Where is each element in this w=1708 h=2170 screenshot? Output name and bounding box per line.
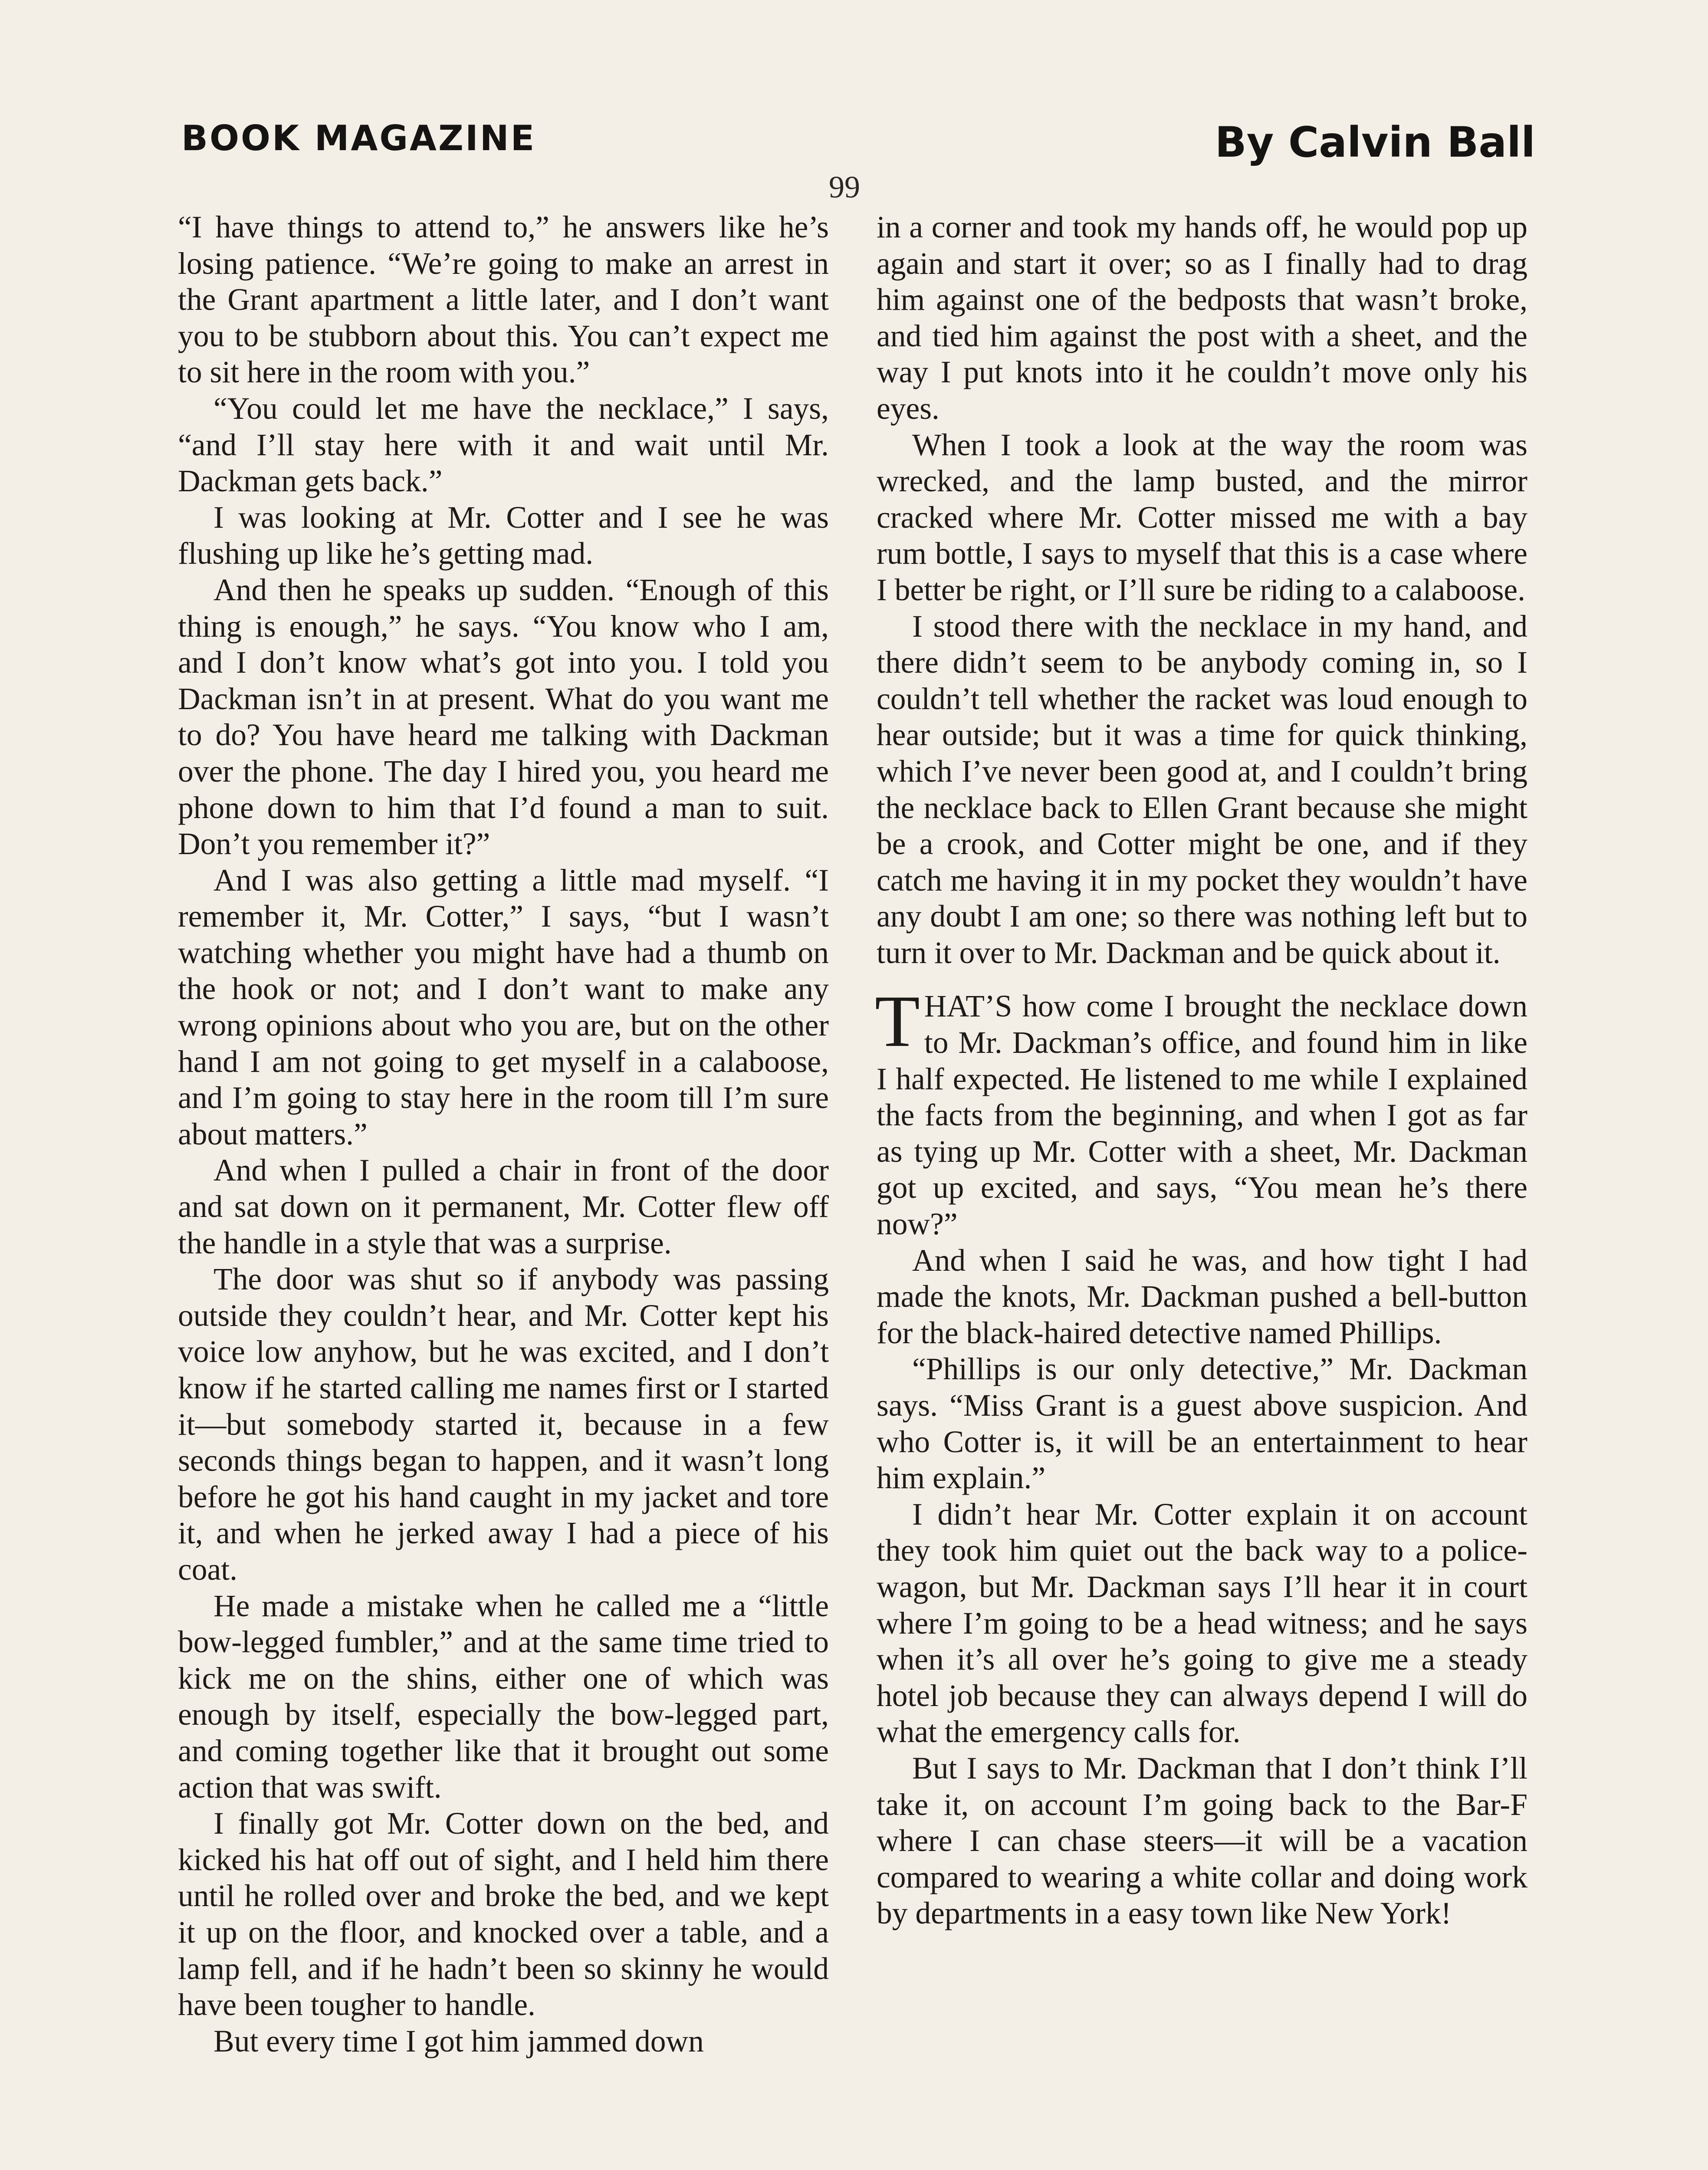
paragraph: I was looking at Mr. Cotter and I see he was flushing up like he’s getting mad. — [178, 500, 829, 571]
paragraph: I didn’t hear Mr. Cotter explain it on account they took him quiet out the back way to a police-wagon, but Mr. Dackman says I’ll hear it in court where I’m going to be a head witness; and he says when it’s all over he’s going to give me a steady hotel job because they can always depend I will do what the emergency calls for. — [877, 1497, 1527, 1749]
paragraph: He made a mistake when he called me a “little bow-legged fumbler,” and at the same time tried to kick me on the shins, either one of which was enough by itself, especially the bow-legged part, and coming together like that it brought out some action that was swift. — [178, 1588, 829, 1805]
paragraph: The door was shut so if anybody was passing outside they couldn’t hear, and Mr. Cotter kept his voice low anyhow, but he was excited, and I don’t know if he started calling me names first or I started it—but somebody started it, because in a few seconds things began to happen, and it wasn’t long before he got his hand caught in my jacket and tore it, and when he jerked away I had a piece of his coat. — [178, 1262, 829, 1587]
paragraph: “Phillips is our only detective,” Mr. Dackman says. “Miss Grant is a guest above suspicion. And who Cotter is, it will be an entertainment to hear him explain.” — [877, 1352, 1527, 1496]
paragraph: And I was also getting a little mad myself. “I remember it, Mr. Cotter,” I says, “but I wasn’t watching whether you might have had a thumb on the hook or not; and I don’t want to make any wrong opinions about who you are, but on the other hand I am not going to get myself in a calaboose, and I’m going to stay here in the room till I’m sure about matters.” — [178, 863, 829, 1151]
section-opening-text: HAT’S how come I brought the necklace down to Mr. Dackman’s office, and found him in like I half expected. He listened to me while I explained the facts from the beginning, and when I got as far as tying up Mr. Cotter with a sheet, Mr. Dackman got up excited, and says, “You mean he’s there now?” — [877, 989, 1527, 1242]
page-number: 99 — [829, 170, 860, 204]
paragraph: When I took a look at the way the room was wrecked, and the lamp busted, and the mirror cracked where Mr. Cotter missed me with a bay rum bottle, I says to myself that this is a case where I better be right, or I’ll sure be riding to a calaboose. — [877, 427, 1527, 607]
paragraph: I finally got Mr. Cotter down on the bed, and kicked his hat off out of sight, and I held him there until he rolled over and broke the bed, and we kept it up on the floor, and knocked over a table, and a lamp fell, and if he hadn’t been so skinny he would have been tougher to handle. — [178, 1806, 829, 2022]
paragraph: “You could let me have the necklace,” I says, “and I’ll stay here with it and wait until Mr. Dackman gets back.” — [178, 391, 829, 499]
paragraph: in a corner and took my hands off, he would pop up again and start it over; so as I finally had to drag him against one of the bedposts that wasn’t broke, and tied him against the post with a sheet, and the way I put knots into it he couldn’t move only his eyes. — [877, 210, 1527, 426]
paragraph: “I have things to attend to,” he answers like he’s losing patience. “We’re going to make an arrest in the Grant apartment a little later, and I don’t want you to be stubborn about this. You can’t expect me to sit here in the room with you.” — [178, 210, 829, 390]
paragraph: But I says to Mr. Dackman that I don’t think I’ll take it, on account I’m going back to the Bar-F where I can chase steers—it will be a vacation compared to wearing a white collar and doing work by departments in a easy town like New York! — [877, 1751, 1527, 1931]
paragraph: I stood there with the necklace in my hand, and there didn’t seem to be anybody coming in, so I couldn’t tell whether the racket was loud enough to hear outside; but it was a time for quick thinking, which I’ve never been good at, and I couldn’t bring the necklace back to Ellen Grant because she might be a crook, and Cotter might be one, and if they catch me having it in my pocket they wouldn’t have any doubt I am one; so there was nothing left but to turn it over to Mr. Dackman and be quick about it. — [877, 609, 1527, 970]
section-opening-paragraph — [875, 980, 1527, 1242]
author-byline: By Calvin Ball — [1215, 118, 1535, 167]
left-column — [178, 209, 829, 2059]
right-column — [877, 209, 1527, 1932]
magazine-title: BOOK MAGAZINE — [181, 118, 536, 158]
paragraph: And when I pulled a chair in front of the door and sat down on it permanent, Mr. Cotter flew off the handle in a style that was a surprise. — [178, 1153, 829, 1260]
paragraph: And then he speaks up sudden. “Enough of this thing is enough,” he says. “You know who I am, and I don’t know what’s got into you. I told you Dackman isn’t in at present. What do you want me to do? You have heard me talking with Dackman over the phone. The day I hired you, you heard me phone down to him that I’d found a man to suit. Don’t you remember it?” — [178, 572, 829, 861]
paragraph: And when I said he was, and how tight I had made the knots, Mr. Dackman pushed a bell-button for the black-haired detective named Phillips. — [877, 1243, 1527, 1350]
paragraph: But every time I got him jammed down — [214, 2024, 704, 2058]
drop-cap: T — [875, 980, 920, 1062]
